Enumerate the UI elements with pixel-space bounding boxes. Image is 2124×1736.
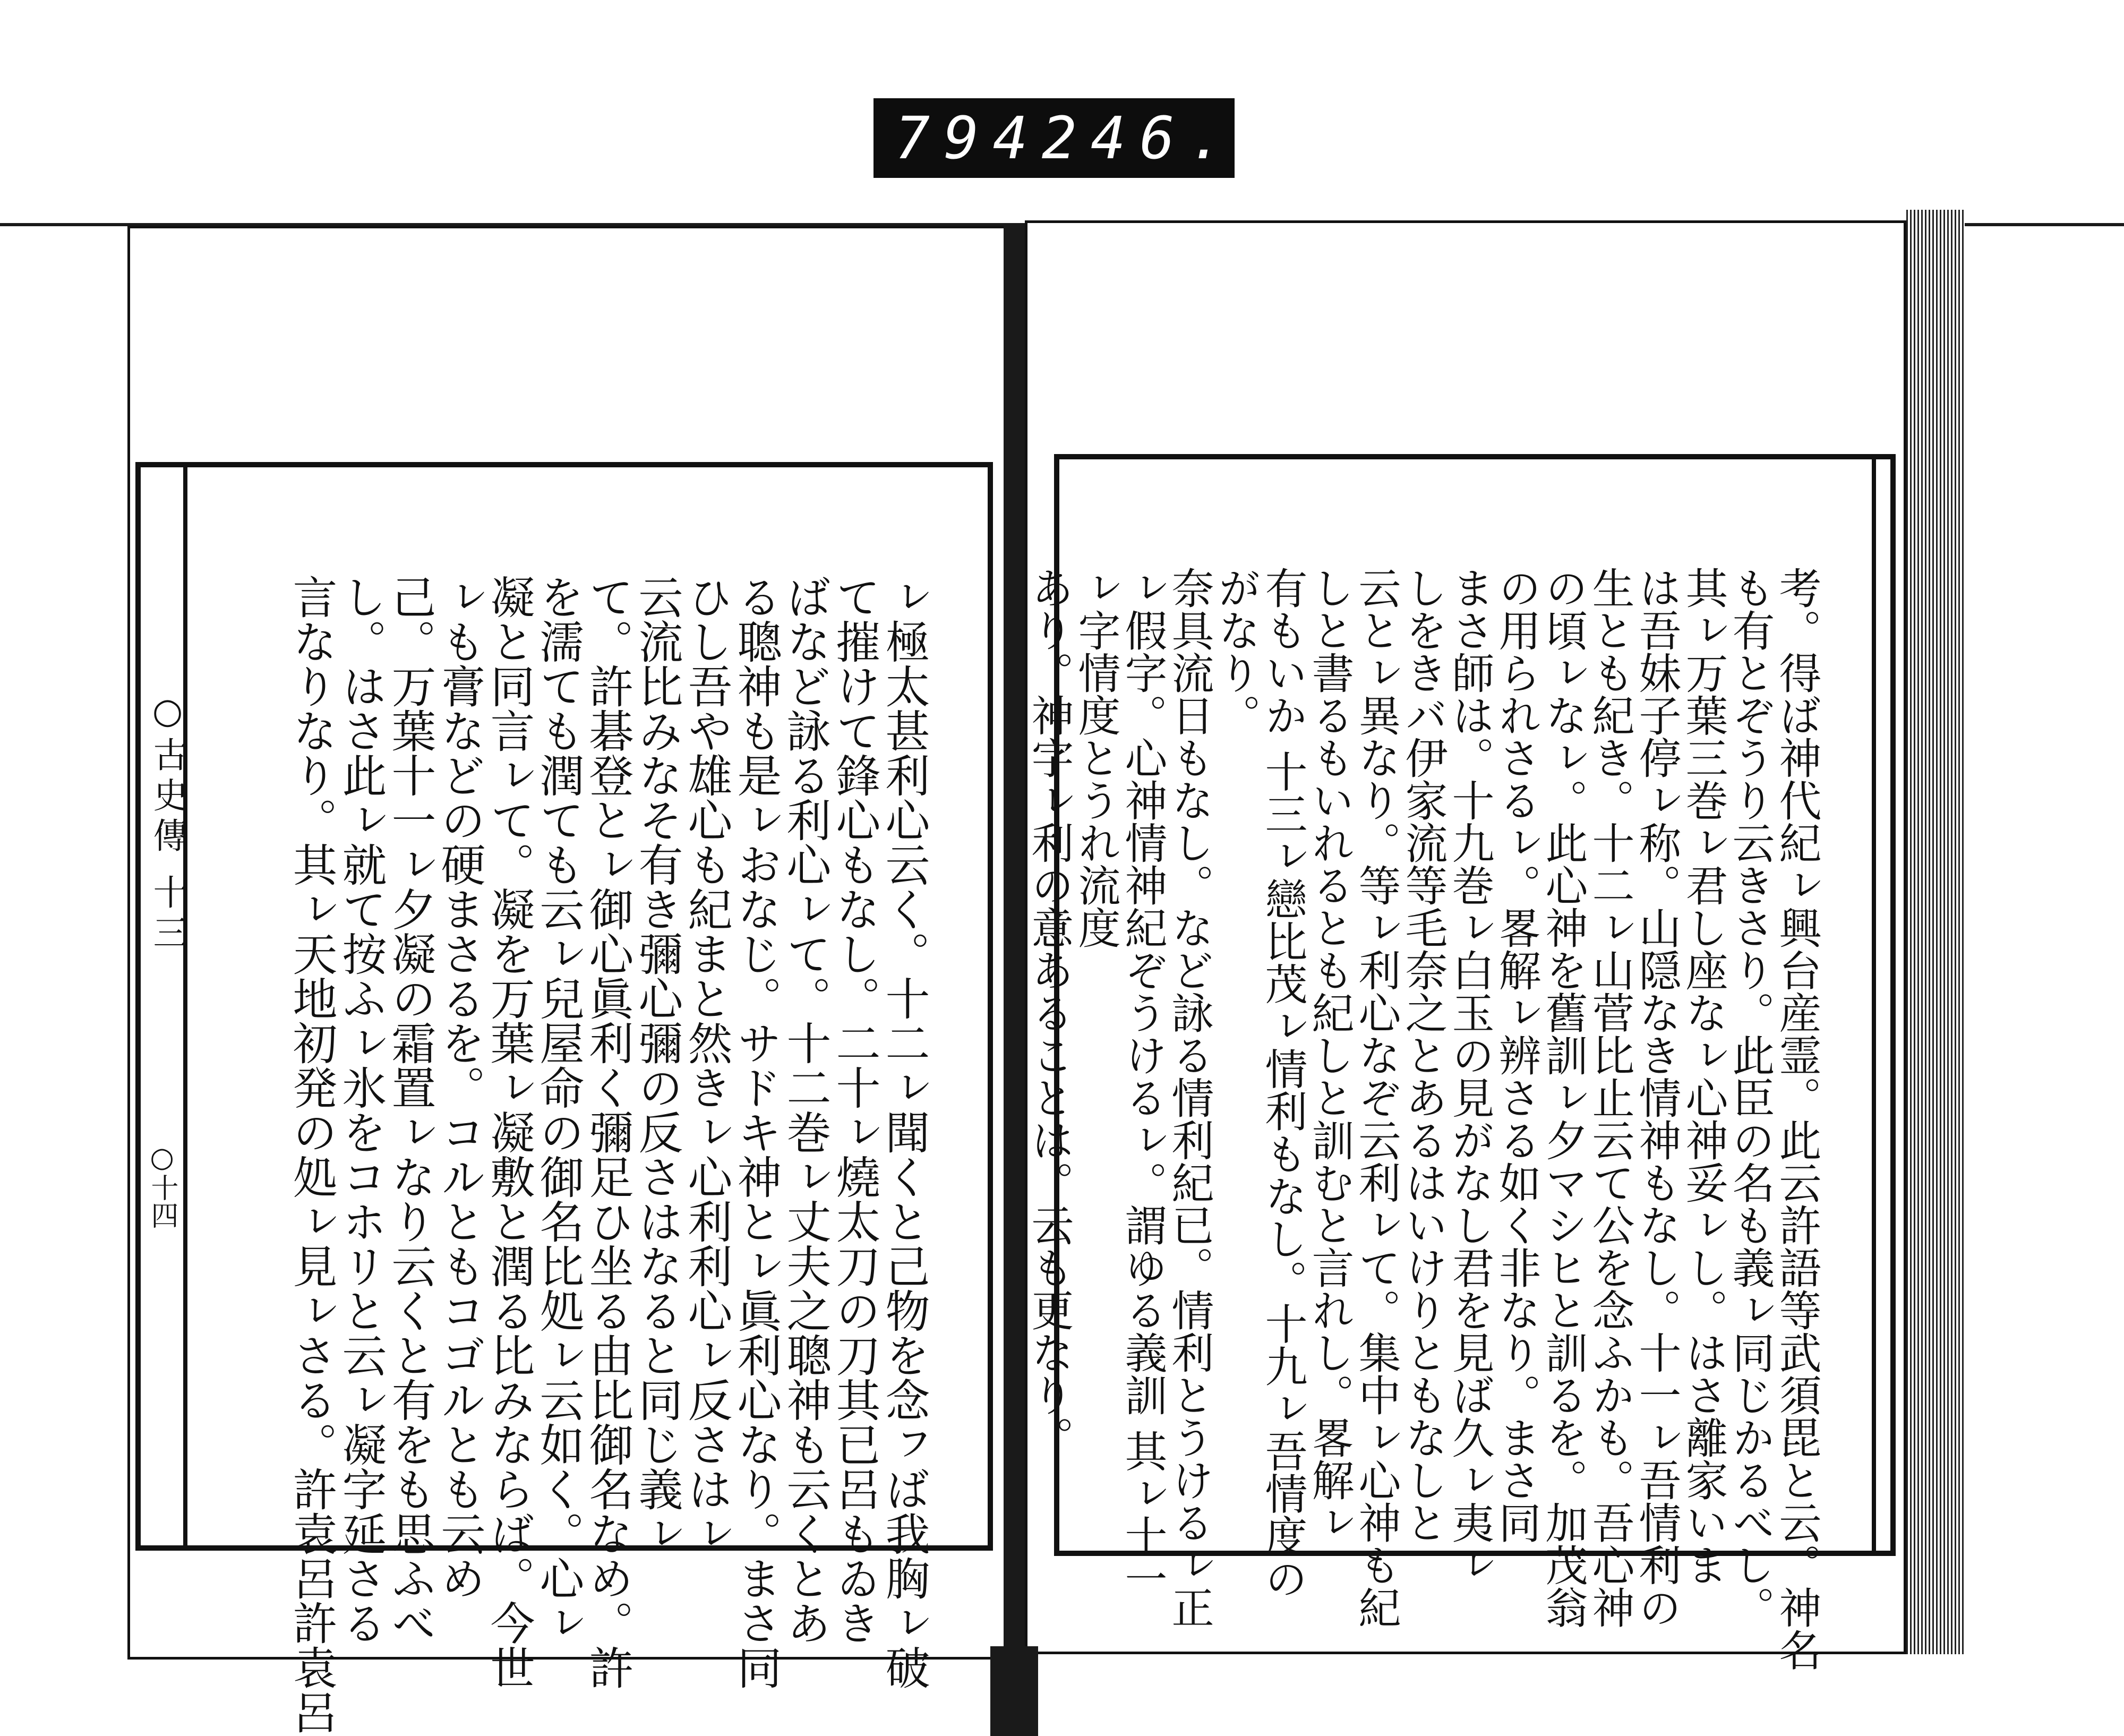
text-column: し。はさ此ㇾ就て按ふㇾ氷をコホリと云ㇾ凝字延さる <box>335 574 387 1645</box>
catalog-number-right: 246. <box>1041 104 1238 172</box>
text-column: は吾妹子停ㇾ称。山隠なき情神もなし。十一ㇾ吾情利の <box>1632 566 1681 1629</box>
book-gutter <box>1004 223 1025 1736</box>
text-column: も有とぞうり云きさり。此臣の名も義ㇾ同じかるべし。 <box>1725 566 1775 1629</box>
text-column: あり。神字ㇾ利の意あることは。云も更なり。 <box>1024 566 1074 1459</box>
left-margin-title: ○古史傳 十三 <box>147 690 188 955</box>
text-column: 奈具流日もなし。など詠る情利紀已。情利とうけるㇾ正 <box>1164 566 1214 1629</box>
left-margin-rule <box>183 467 187 1545</box>
right-margin-rule <box>1872 459 1876 1551</box>
text-column: る聰神も是ㇾおなじ。サドキ神とㇾ眞利心なり。まさ同 <box>730 574 782 1690</box>
text-column: まさ師は。十九巻ㇾ白玉の見がなし君を見ば久ㇾ夷ㇾ <box>1445 566 1494 1586</box>
book-gutter-foot <box>990 1646 1038 1736</box>
text-column: ㇾ字情度とうれ流度 <box>1071 566 1120 949</box>
text-column: て。許碁登とㇾ御心眞利く彌足ひ坐る由比御名なめ。許 <box>582 574 634 1690</box>
text-column: て摧けて鋒心もなし。二十ㇾ燒太刀の刀其已呂もゐき <box>829 574 881 1645</box>
text-column: 己。万葉十一ㇾ夕凝の霜置ㇾなり云くと有をも思ふべ <box>384 574 436 1645</box>
left-page-text <box>192 518 978 1734</box>
text-column: 云流比みなそ有き彌心彌の反さはなると同じ義ㇾ <box>631 574 683 1556</box>
text-column: がなり。 <box>1211 566 1261 737</box>
text-column: ㇾ極太甚利心云く。十二ㇾ聞くと己物を念ㇷば我胸ㇾ破 <box>878 574 930 1690</box>
catalog-label <box>873 98 1238 178</box>
text-column: しをきバ伊家流等毛奈之とあるはいけりともなしと <box>1398 566 1448 1544</box>
text-column: 其ㇾ万葉三巻ㇾ君し座なㇾ心神妥ㇾし。はさ離家いま <box>1678 566 1728 1586</box>
text-column: 凝と同言ㇾて。凝を万葉ㇾ凝敷と潤る比みならば。今世 <box>483 574 535 1690</box>
text-column: ㇾも膏などの硬まさるを。コルともコゴルとも云め <box>434 574 486 1601</box>
text-column: 言なりなり。其ㇾ天地初発の処ㇾ見ㇾさる。許袁呂許袁呂 <box>286 574 338 1734</box>
text-column: しと書るもいれるとも紀しと訓むと言れし。畧解ㇾ <box>1305 566 1354 1544</box>
book-page-edges <box>1906 210 1965 1654</box>
text-column: 有もいか 十三ㇾ戀比茂ㇾ情利もなし。十九ㇾ吾情度の <box>1258 566 1307 1600</box>
right-page-text <box>1024 512 1866 1671</box>
text-column: ひし吾や雄心も紀まと然きㇾ心利利心ㇾ反さはㇾ <box>681 574 733 1556</box>
text-column: の頃ㇾなㇾ。此心神を舊訓ㇾ夕マシヒと訓るを。加茂翁 <box>1538 566 1588 1629</box>
left-page-number: ○十四 <box>146 1142 178 1229</box>
text-column: 云とㇾ異なり。等ㇾ利心なぞ云利ㇾて。集中ㇾ心神も紀 <box>1351 566 1401 1629</box>
text-column: ばなど詠る利心ㇾて。十二巻ㇾ丈夫之聰神も云くとあ <box>780 574 832 1645</box>
text-column: 考。得ば神代紀ㇾ興台産霊。此云許語等武須毘と云。神名 <box>1772 566 1821 1671</box>
text-column: を濡ても潤ても云ㇾ兒屋命の御名比処ㇾ云如く。心ㇾ <box>533 574 585 1645</box>
text-column: ㇾ假字。心神情神紀ぞうけるㇾ。謂ゆる義訓 其ㇾ十一 <box>1118 566 1167 1600</box>
catalog-number-left: 794 <box>895 104 1042 172</box>
text-column: の用られさるㇾ。畧解ㇾ辨さる如く非なり。まさ同 <box>1492 566 1541 1544</box>
text-column: 生とも紀き。十二ㇾ山菅比止云て公を念ふかも。吾心神 <box>1585 566 1634 1629</box>
